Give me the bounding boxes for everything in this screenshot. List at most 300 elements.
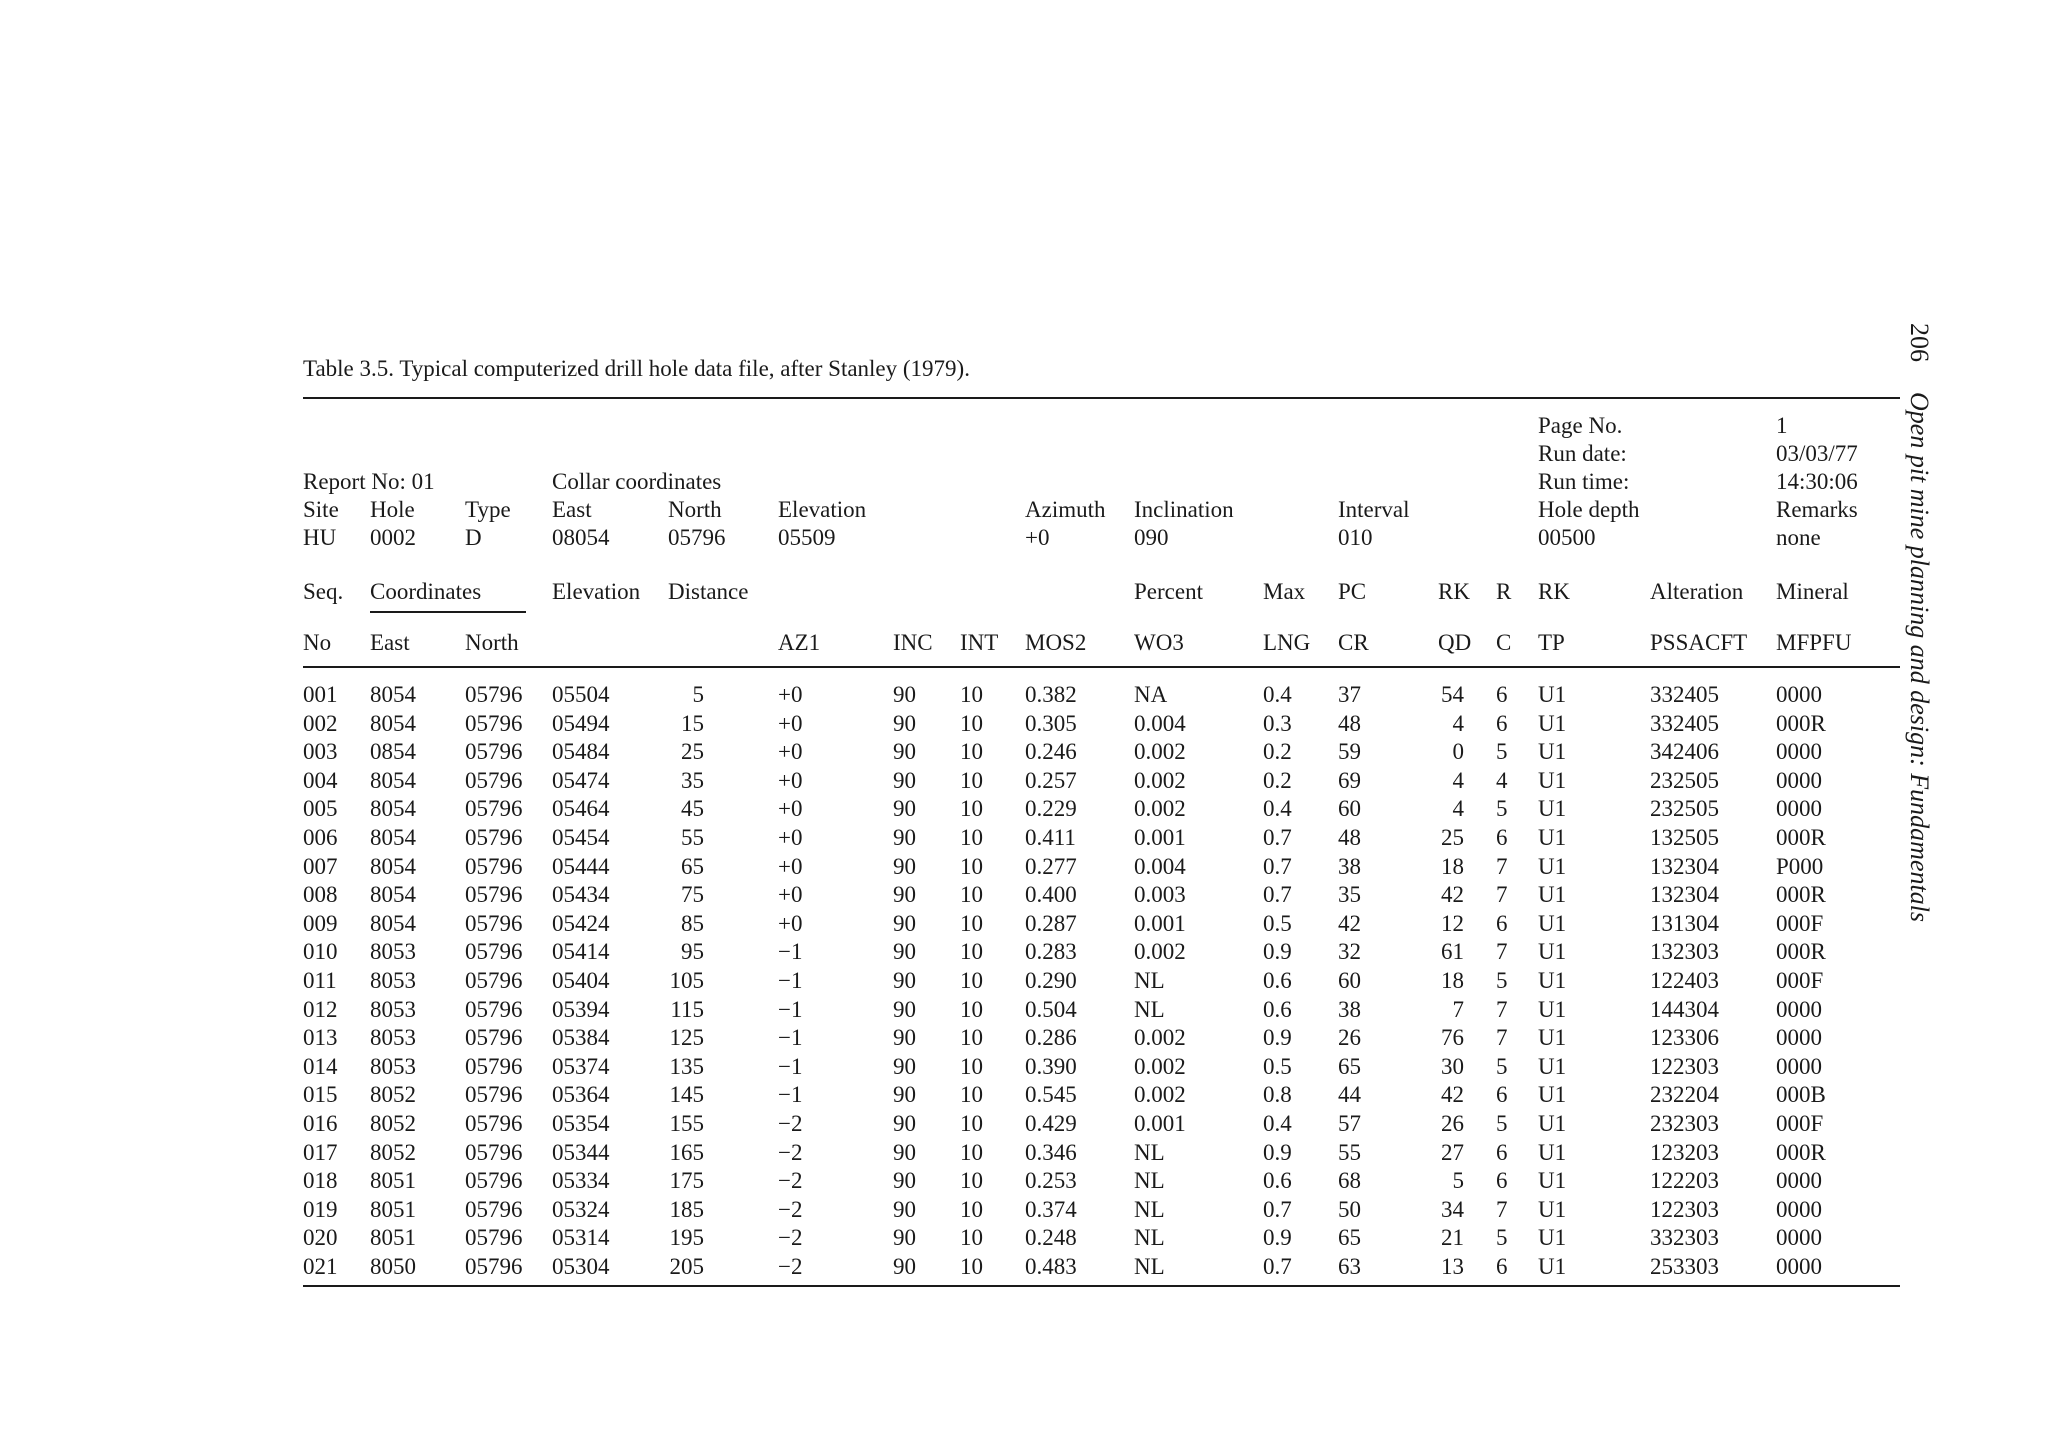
cell-mfpfu: 000F [1776,911,1824,936]
cell-wo3: 0.001 [1134,825,1186,850]
cell-lng: 0.4 [1263,1111,1292,1136]
cell-north: 05796 [465,711,523,736]
cell-cr: 26 [1338,1025,1361,1050]
cell-qd: 13 [1441,1254,1464,1279]
cell-c: 7 [1496,939,1508,964]
cell-north: 05796 [465,854,523,879]
cell-elevation: 05344 [552,1140,610,1165]
cell-inc: 90 [893,1168,916,1193]
cell-seq: 006 [303,825,338,850]
cell-int: 10 [960,796,983,821]
cell-tp: U1 [1538,1197,1567,1222]
hole-depth-label: Hole depth [1538,497,1640,522]
cell-east: 8052 [370,1082,416,1107]
cell-inc: 90 [893,796,916,821]
cell-az1: −1 [778,1054,803,1079]
cell-tp: U1 [1538,854,1567,879]
cell-seq: 017 [303,1140,338,1165]
cell-inc: 90 [893,854,916,879]
site-label: Site [303,497,339,522]
cell-wo3: NL [1134,1225,1165,1250]
col-no: No [303,630,332,655]
cell-inc: 90 [893,1197,916,1222]
cell-int: 10 [960,1054,983,1079]
interval-value: 010 [1338,525,1373,550]
cell-mos2: 0.229 [1025,796,1077,821]
cell-qd: 21 [1441,1225,1464,1250]
cell-wo3: NL [1134,968,1165,993]
cell-mos2: 0.382 [1025,682,1077,707]
cell-c: 7 [1496,882,1508,907]
north-label: North [668,497,722,522]
cell-inc: 90 [893,739,916,764]
cell-lng: 0.9 [1263,1140,1292,1165]
cell-north: 05796 [465,739,523,764]
cell-cr: 44 [1338,1082,1361,1107]
cell-elevation: 05374 [552,1054,610,1079]
type-label: Type [465,497,511,522]
cell-inc: 90 [893,997,916,1022]
cell-az1: −1 [778,968,803,993]
cell-az1: +0 [778,796,803,821]
cell-qd: 0 [1452,739,1464,764]
cell-lng: 0.2 [1263,739,1292,764]
cell-pssacft: 131304 [1650,911,1719,936]
cell-wo3: NL [1134,997,1165,1022]
running-head [1906,323,1932,922]
cell-az1: +0 [778,911,803,936]
cell-tp: U1 [1538,939,1567,964]
cell-mos2: 0.253 [1025,1168,1077,1193]
page-number: 206 [1905,323,1934,362]
cell-int: 10 [960,711,983,736]
cell-cr: 65 [1338,1054,1361,1079]
cell-distance: 45 [681,796,704,821]
cell-east: 8053 [370,1054,416,1079]
cell-int: 10 [960,1254,983,1279]
cell-lng: 0.9 [1263,1225,1292,1250]
cell-c: 6 [1496,825,1508,850]
cell-elevation: 05484 [552,739,610,764]
cell-wo3: 0.002 [1134,1025,1186,1050]
cell-az1: −2 [778,1168,803,1193]
cell-az1: −1 [778,1025,803,1050]
cell-qd: 4 [1452,796,1464,821]
cell-qd: 5 [1452,1168,1464,1193]
cell-mfpfu: 0000 [1776,796,1822,821]
run-time-label: Run time: [1538,469,1630,494]
cell-cr: 32 [1338,939,1361,964]
cell-qd: 4 [1452,768,1464,793]
cell-mos2: 0.290 [1025,968,1077,993]
cell-north: 05796 [465,968,523,993]
cell-east: 8054 [370,825,416,850]
cell-seq: 018 [303,1168,338,1193]
cell-cr: 59 [1338,739,1361,764]
cell-c: 6 [1496,1254,1508,1279]
east-value: 08054 [552,525,610,550]
cell-distance: 125 [669,1025,704,1050]
cell-inc: 90 [893,1054,916,1079]
cell-mos2: 0.545 [1025,1082,1077,1107]
cell-c: 7 [1496,854,1508,879]
cell-mos2: 0.429 [1025,1111,1077,1136]
cell-int: 10 [960,882,983,907]
col-max: Max [1263,579,1306,604]
cell-az1: +0 [778,825,803,850]
cell-wo3: 0.002 [1134,1054,1186,1079]
col-tp: TP [1538,630,1565,655]
cell-elevation: 05314 [552,1225,610,1250]
cell-c: 6 [1496,1082,1508,1107]
cell-lng: 0.3 [1263,711,1292,736]
interval-label: Interval [1338,497,1410,522]
cell-lng: 0.5 [1263,911,1292,936]
cell-c: 7 [1496,1025,1508,1050]
cell-az1: −1 [778,997,803,1022]
cell-inc: 90 [893,882,916,907]
cell-int: 10 [960,1140,983,1165]
cell-seq: 019 [303,1197,338,1222]
col-mineral: Mineral [1776,579,1849,604]
cell-tp: U1 [1538,882,1567,907]
cell-mfpfu: 0000 [1776,1197,1822,1222]
cell-int: 10 [960,1168,983,1193]
cell-elevation: 05474 [552,768,610,793]
cell-mos2: 0.246 [1025,739,1077,764]
cell-distance: 95 [681,939,704,964]
book-title: Open pit mine planning and design: Fundamentals [1905,392,1934,923]
remarks-label: Remarks [1776,497,1858,522]
cell-elevation: 05384 [552,1025,610,1050]
report-number: Report No: 01 [303,469,435,494]
cell-qd: 42 [1441,882,1464,907]
cell-pssacft: 332405 [1650,711,1719,736]
cell-mos2: 0.346 [1025,1140,1077,1165]
cell-elevation: 05404 [552,968,610,993]
cell-north: 05796 [465,682,523,707]
cell-tp: U1 [1538,1082,1567,1107]
cell-wo3: NL [1134,1168,1165,1193]
cell-cr: 55 [1338,1140,1361,1165]
table-caption: Table 3.5. Typical computerized drill hole data file, after Stanley (1979). [303,356,970,381]
cell-tp: U1 [1538,1225,1567,1250]
cell-az1: +0 [778,854,803,879]
cell-inc: 90 [893,911,916,936]
cell-qd: 54 [1441,682,1464,707]
page-no-label: Page No. [1538,413,1623,438]
cell-qd: 12 [1441,911,1464,936]
col-elevation: Elevation [552,579,641,604]
cell-pssacft: 253303 [1650,1254,1719,1279]
col-mos2: MOS2 [1025,630,1087,655]
cell-az1: −2 [778,1225,803,1250]
cell-lng: 0.2 [1263,768,1292,793]
cell-tp: U1 [1538,796,1567,821]
cell-distance: 15 [681,711,704,736]
cell-int: 10 [960,939,983,964]
cell-mfpfu: 000R [1776,825,1826,850]
cell-lng: 0.7 [1263,882,1292,907]
cell-az1: −1 [778,1082,803,1107]
cell-east: 8054 [370,796,416,821]
cell-cr: 50 [1338,1197,1361,1222]
cell-mfpfu: 0000 [1776,1025,1822,1050]
cell-c: 7 [1496,997,1508,1022]
cell-pssacft: 232505 [1650,768,1719,793]
azimuth-label: Azimuth [1025,497,1106,522]
cell-north: 05796 [465,1111,523,1136]
cell-qd: 27 [1441,1140,1464,1165]
cell-pssacft: 132304 [1650,882,1719,907]
cell-distance: 205 [669,1254,704,1279]
cell-cr: 57 [1338,1111,1361,1136]
cell-pssacft: 144304 [1650,997,1719,1022]
cell-north: 05796 [465,1168,523,1193]
cell-east: 8051 [370,1197,416,1222]
cell-seq: 003 [303,739,338,764]
cell-distance: 105 [669,968,704,993]
col-rk-type: RK [1538,579,1570,604]
cell-north: 05796 [465,768,523,793]
cell-pssacft: 122403 [1650,968,1719,993]
cell-mfpfu: 0000 [1776,768,1822,793]
cell-qd: 18 [1441,854,1464,879]
cell-pssacft: 332303 [1650,1225,1719,1250]
cell-wo3: 0.004 [1134,711,1186,736]
cell-lng: 0.9 [1263,939,1292,964]
cell-int: 10 [960,1111,983,1136]
cell-distance: 35 [681,768,704,793]
cell-wo3: 0.002 [1134,939,1186,964]
table-top-rule [303,397,1900,399]
cell-distance: 135 [669,1054,704,1079]
cell-tp: U1 [1538,768,1567,793]
cell-mos2: 0.257 [1025,768,1077,793]
hole-depth-value: 00500 [1538,525,1596,550]
cell-north: 05796 [465,1225,523,1250]
cell-distance: 185 [669,1197,704,1222]
col-cr: CR [1338,630,1369,655]
cell-qd: 42 [1441,1082,1464,1107]
cell-inc: 90 [893,768,916,793]
cell-pssacft: 122303 [1650,1197,1719,1222]
cell-mos2: 0.305 [1025,711,1077,736]
cell-cr: 60 [1338,968,1361,993]
cell-inc: 90 [893,1254,916,1279]
cell-distance: 5 [692,682,704,707]
cell-elevation: 05304 [552,1254,610,1279]
cell-elevation: 05504 [552,682,610,707]
cell-east: 8053 [370,939,416,964]
col-c: C [1496,630,1512,655]
cell-mos2: 0.374 [1025,1197,1077,1222]
cell-elevation: 05444 [552,854,610,879]
cell-cr: 68 [1338,1168,1361,1193]
cell-lng: 0.6 [1263,997,1292,1022]
cell-qd: 61 [1441,939,1464,964]
cell-mos2: 0.390 [1025,1054,1077,1079]
cell-seq: 021 [303,1254,338,1279]
col-qd: QD [1438,630,1472,655]
cell-az1: −2 [778,1197,803,1222]
cell-mfpfu: 000R [1776,1140,1826,1165]
cell-mfpfu: 000F [1776,1111,1824,1136]
cell-lng: 0.7 [1263,1197,1292,1222]
cell-int: 10 [960,1082,983,1107]
cell-mfpfu: 0000 [1776,739,1822,764]
cell-distance: 195 [669,1225,704,1250]
cell-int: 10 [960,911,983,936]
cell-distance: 85 [681,911,704,936]
cell-elevation: 05354 [552,1111,610,1136]
col-coordinates: Coordinates [370,579,482,604]
cell-qd: 4 [1452,711,1464,736]
elevation-value: 05509 [778,525,836,550]
cell-east: 8050 [370,1254,416,1279]
cell-inc: 90 [893,682,916,707]
cell-int: 10 [960,682,983,707]
cell-east: 8054 [370,911,416,936]
cell-east: 8054 [370,711,416,736]
cell-pssacft: 132303 [1650,939,1719,964]
cell-cr: 65 [1338,1225,1361,1250]
cell-east: 8054 [370,854,416,879]
cell-east: 8053 [370,1025,416,1050]
cell-inc: 90 [893,1025,916,1050]
cell-inc: 90 [893,1140,916,1165]
elevation-label: Elevation [778,497,867,522]
cell-az1: +0 [778,711,803,736]
cell-distance: 175 [669,1168,704,1193]
cell-mfpfu: 0000 [1776,1054,1822,1079]
cell-c: 6 [1496,682,1508,707]
col-rk: RK [1438,579,1470,604]
cell-seq: 016 [303,1111,338,1136]
cell-c: 5 [1496,1054,1508,1079]
cell-inc: 90 [893,939,916,964]
cell-distance: 55 [681,825,704,850]
cell-seq: 004 [303,768,338,793]
cell-wo3: NL [1134,1254,1165,1279]
cell-seq: 012 [303,997,338,1022]
cell-tp: U1 [1538,711,1567,736]
cell-pssacft: 132505 [1650,825,1719,850]
cell-north: 05796 [465,939,523,964]
cell-c: 6 [1496,711,1508,736]
type-value: D [465,525,482,550]
cell-inc: 90 [893,1082,916,1107]
cell-wo3: 0.004 [1134,854,1186,879]
cell-seq: 013 [303,1025,338,1050]
cell-north: 05796 [465,911,523,936]
cell-lng: 0.4 [1263,682,1292,707]
cell-tp: U1 [1538,682,1567,707]
cell-mfpfu: 0000 [1776,997,1822,1022]
north-value: 05796 [668,525,726,550]
cell-wo3: 0.002 [1134,739,1186,764]
cell-az1: +0 [778,768,803,793]
cell-az1: +0 [778,882,803,907]
col-wo3: WO3 [1134,630,1184,655]
col-pc: PC [1338,579,1367,604]
cell-pssacft: 123203 [1650,1140,1719,1165]
col-percent: Percent [1134,579,1203,604]
cell-qd: 18 [1441,968,1464,993]
cell-az1: −2 [778,1254,803,1279]
cell-c: 6 [1496,911,1508,936]
cell-lng: 0.7 [1263,854,1292,879]
cell-elevation: 05454 [552,825,610,850]
inclination-label: Inclination [1134,497,1234,522]
cell-seq: 005 [303,796,338,821]
cell-c: 5 [1496,1111,1508,1136]
cell-seq: 009 [303,911,338,936]
page-no-value: 1 [1776,413,1788,438]
cell-tp: U1 [1538,1054,1567,1079]
cell-north: 05796 [465,796,523,821]
col-distance: Distance [668,579,749,604]
cell-wo3: 0.003 [1134,882,1186,907]
cell-pssacft: 342406 [1650,739,1719,764]
cell-tp: U1 [1538,1025,1567,1050]
cell-mos2: 0.248 [1025,1225,1077,1250]
cell-cr: 38 [1338,997,1361,1022]
cell-elevation: 05464 [552,796,610,821]
cell-north: 05796 [465,1025,523,1050]
cell-tp: U1 [1538,1140,1567,1165]
cell-mfpfu: 000R [1776,882,1826,907]
cell-pssacft: 123306 [1650,1025,1719,1050]
cell-cr: 48 [1338,711,1361,736]
cell-tp: U1 [1538,825,1567,850]
cell-c: 5 [1496,796,1508,821]
cell-mfpfu: 000B [1776,1082,1826,1107]
cell-c: 4 [1496,768,1508,793]
table-bottom-rule [303,1285,1900,1287]
col-north: North [465,630,519,655]
cell-east: 8053 [370,968,416,993]
cell-int: 10 [960,997,983,1022]
cell-az1: +0 [778,739,803,764]
col-r: R [1496,579,1512,604]
col-lng: LNG [1263,630,1311,655]
cell-wo3: 0.001 [1134,1111,1186,1136]
cell-pssacft: 122303 [1650,1054,1719,1079]
cell-seq: 007 [303,854,338,879]
cell-tp: U1 [1538,1168,1567,1193]
cell-north: 05796 [465,1197,523,1222]
cell-int: 10 [960,1225,983,1250]
cell-north: 05796 [465,1054,523,1079]
cell-elevation: 05334 [552,1168,610,1193]
cell-east: 8052 [370,1140,416,1165]
cell-east: 8054 [370,882,416,907]
cell-elevation: 05434 [552,882,610,907]
cell-north: 05796 [465,1254,523,1279]
cell-qd: 25 [1441,825,1464,850]
run-time-value: 14:30:06 [1776,469,1858,494]
cell-north: 05796 [465,825,523,850]
cell-cr: 63 [1338,1254,1361,1279]
cell-lng: 0.7 [1263,1254,1292,1279]
col-int: INT [960,630,999,655]
col-az1: AZ1 [778,630,821,655]
cell-distance: 75 [681,882,704,907]
cell-east: 8052 [370,1111,416,1136]
cell-wo3: 0.002 [1134,768,1186,793]
cell-cr: 38 [1338,854,1361,879]
